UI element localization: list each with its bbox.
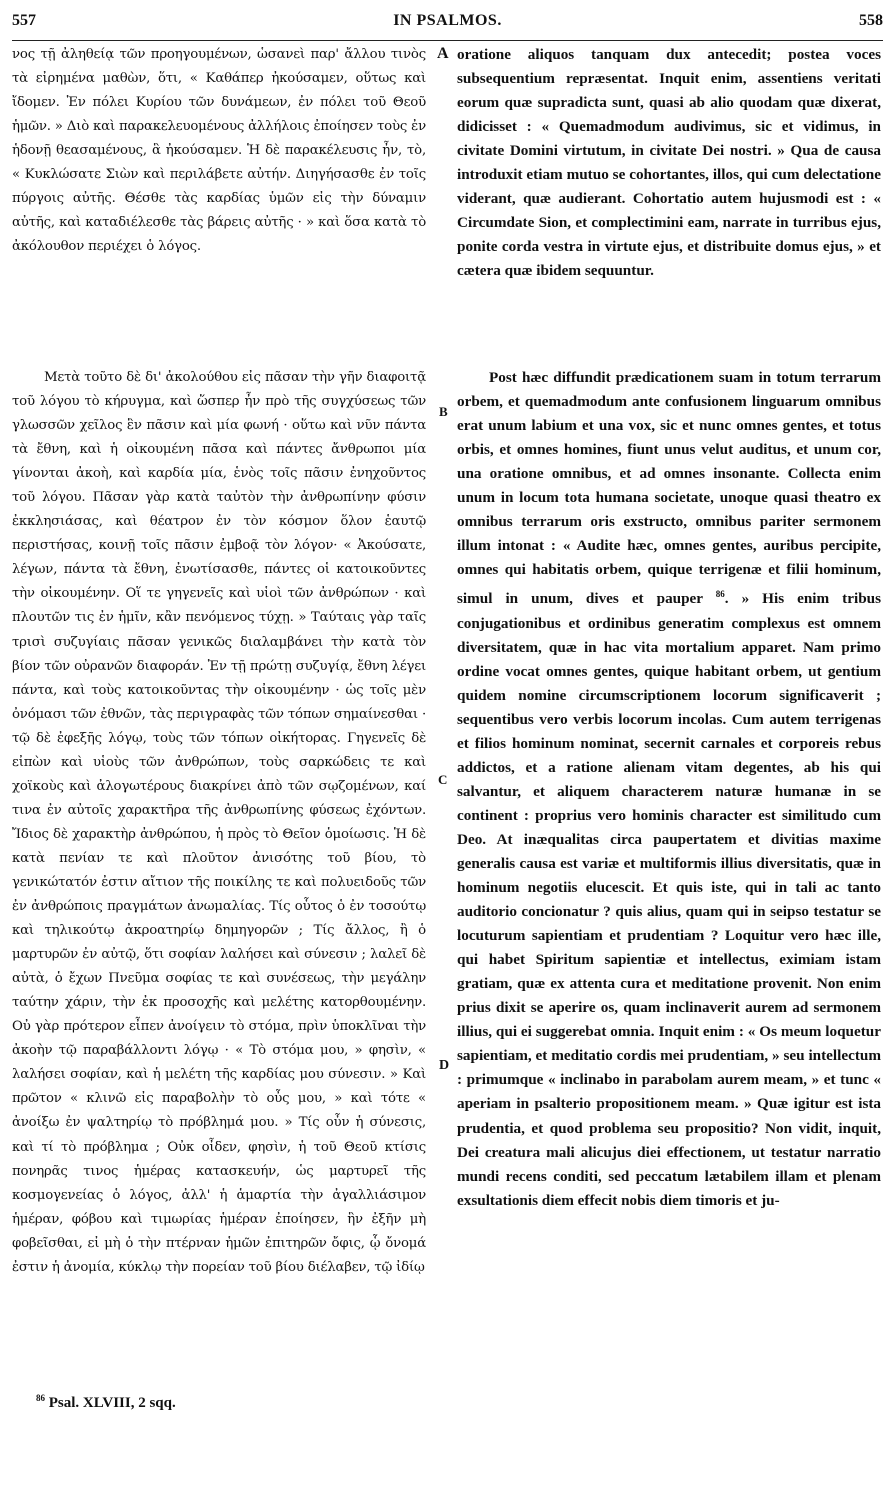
latin-text: . » His enim tribus conjugationibus et ordinibus generatim complexus est omnem diversitatem, quæ in hac vita mortalium apparet. Nam primo ordine vocat omnes gentes, quique habitant orbem, ut gentium quidem nomine circumscriptionem locorum significaverit ; sequentibus vero verbis locorum incolas. Cum autem terrigenas et filios hominum nominat, secernit carnales et corporeis rebus addictos, et a ratione alienam vitam degentes, ab his qui salvantur, et aliquem characterem naturæ humanæ in se continent : proprius vero hominis character est similitudo cum Deo. At inæqualitas circa paupertatem et divitias maxime generalis causa est variæ et multiformis illius diversitatis, quæ in hominum negotiis elucescit. Et quis iste, qui in tali ac tanto auditorio concionatur ? quis alius, quam qui in seipso testatur se locuturum sapientiam et prudentiam ? Loquitur vero hæc ille, qui habet Spiritum sapientiæ et intellectus, eximiam istam gratiam, quæ ex attenta cura et meditatione provenit. Non enim prius dixit se aperire os, quam inclinaverit aurem ad sermonem illius, qui ei suggerebat omnia. Inquit enim : « Os meum loquetur sapientiam, et meditatio cordis mei prudentiam, » seu intellectum : primumque « inclinabo in parabolam aurem meam, » et tunc « aperiam in psalterio propositionem meam. » Quæ igitur est ista prudentia, et quod problema seu propositio? Non vidit, inquit, Dei creatura mali alicujus diei effectionem, ut testatur narratio mundi recens conditi, sed peccatum lætabilem illam et plenam exsultationis diem effecit nobis diem timoris et ju- <box>457 590 882 1209</box>
footnote-text: Psal. XLVIII, 2 sqq. <box>45 1395 176 1411</box>
greek-paragraph: νος τῇ ἀληθείᾳ τῶν προηγουμένων, ὡσανεὶ παρ' ἄλλου τινὸς τὰ εἰρημένα μαθὼν, ὅτι, « Καθάπερ ἠκούσαμεν, οὕτως καὶ ἴδομεν. Ἐν πόλει Κυρίου τῶν δυνάμεων, ἐν πόλει τοῦ Θεοῦ ἡμῶν. » Διὸ καὶ παρακελευομένους ἀλλήλοις ἐποίησεν τοὺς ἐν ἡδονῇ θεασαμένους, ἃ ἠκούσαμεν. Ἡ δὲ παρακέλευσις ἦν, τὸ, « Κυκλώσατε Σιὼν καὶ περιλάβετε αὐτήν. Διηγήσασθε ἐν τοῖς πύργοις αὐτῆς. Θέσθε τὰς καρδίας ὑμῶν εἰς τὴν δύναμιν αὐτῆς, καὶ καταδιέλεσθε τὰς βάρεις αὐτῆς · » καὶ ὅσα κατὰ τὸ ἀκόλουθον περιέχει ὁ λόγος. <box>12 47 426 255</box>
margin-letter-c: C <box>438 772 448 787</box>
header-rule <box>12 40 883 41</box>
greek-paragraph: Μετὰ τοῦτο δὲ δι' ἀκολούθου εἰς πᾶσαν τὴν γῆν διαφοιτᾷ τοῦ λόγου τὸ κήρυγμα, καὶ ὥσπερ ἦν πρὸ τῆς συγχύσεως τῶν γλωσσῶν χεῖλος ἓν πᾶσιν καὶ μία φωνή · οὕτω καὶ νῦν πάντα τὰ ἔθνη, καὶ ἡ οἰκουμένη πᾶσα καὶ πάντες ἄνθρωποι μία γίνονται ἀκοὴ, καὶ καρδία μία, ἑνὸς τοῖς πᾶσιν ἐνηχοῦντος τοῦ λόγου. Πᾶσαν γὰρ κατὰ ταὐτὸν τὴν ἀνθρωπίνην φύσιν ἐκκλησιάσας, καὶ θέατρον ἐν τὸν κόσμον ὅλον ἑαυτῷ περιστήσας, κοινῇ τοῖς πᾶσιν ἐμβοᾷ τὸν λόγον· « Ἀκούσατε, λέγων, πάντα τὰ ἔθνη, ἐνωτίσασθε, πάντες οἱ κατοικοῦντες τὴν οἰκουμένην. Οἵ τε γηγενεῖς καὶ υἱοὶ τῶν ἀνθρώπων · καὶ πλουτῶν τις ἐν ἡμῖν, κἂν πενόμενος τύχῃ. » Ταύταις γὰρ ταῖς τρισὶ συζυγίαις πᾶσαν γενικῶς διαλαμβάνει τὴν κατὰ τὸν βίον τῶν οὐρανῶν διαφοράν. Ἐν τῇ πρώτῃ συζυγίᾳ, ἔθνη λέγει πάντα, καὶ τοὺς κατοικοῦντας τὴν οἰκουμένην · ὡς τοῖς μὲν ὀνόμασι τῶν ἐθνῶν, τὰς περιγραφὰς τῶν τόπων σημαίνεσθαι · τῷ δὲ ἐφεξῆς λόγῳ, τοὺς τῶν τόπων οἰκήτορας. Γηγενεῖς δὲ εἰπὼν καὶ υἱοὺς τῶν ἀνθρώπων, τοὺς σαρκώδεις τε καὶ χοϊκοὺς καὶ ἀλογωτέρους διακρίνει ἀπὸ τῶν σῳζομένων, καί τινα ἐν αὐτοῖς χαρακτῆρα τῆς ἀνθρωπίνης φύσεως ἐχόντων. Ἴδιος δὲ χαρακτὴρ ἀνθρώπου, ἡ πρὸς τὸ Θεῖον ὁμοίωσις. Ἡ δὲ κατὰ πενίαν τε καὶ πλοῦτον ἀνισότης τοῦ βίου, τὸ γενικώτατόν ἐστιν αἴτιον τῆς ποικίλης τε καὶ πολυειδοῦς τῶν ἐν ἀνθρώποις πραγμάτων ἀνωμαλίας. Τίς οὗτος ὁ ἐν τοσούτῳ καὶ τηλικούτῳ ἀκροατηρίῳ δημηγορῶν ; Τίς ἄλλος, ἢ ὁ μαρτυρῶν ἐν αὐτῷ, ὅτι σοφίαν λαλήσει καὶ σύνεσιν ; λαλεῖ δὲ αὐτὰ, ὁ ἔχων Πνεῦμα σοφίας τε καὶ συνέσεως, τὴν μεγάλην ταύτην χάριν, τὴν ἐκ προσοχῆς καὶ μελέτης κατορθουμένην. Οὐ γὰρ πρότερον εἶπεν ἀνοίγειν τὸ στόμα, πρὶν ὑποκλῖναι τὴν ἀκοὴν τῷ παραβάλλοντι λόγῳ · « Τὸ στόμα μου, » φησὶν, « λαλήσει σοφίαν, καὶ ἡ μελέτη τῆς καρδίας μου σύνεσιν. » Καὶ πρῶτον « κλινῶ εἰς παραβολὴν τὸ οὖς μου, » καὶ τότε « ἀνοίξω ἐν ψαλτηρίῳ τὸ πρόβλημά μου. » Τίς οὖν ἡ σύνεσις, καὶ τί τὸ πρόβλημα ; Οὐκ οἶδεν, φησὶν, ἡ τοῦ Θεοῦ κτίσις πονηρᾶς τινος ἡμέρας κατασκευήν, ὡς μαρτυρεῖ τῆς κοσμογενείας ὁ λόγος, ἀλλ' ἡ ἁμαρτία τὴν ἀγαλλιάσιμον ἡμέραν, φόβου καὶ τιμωρίας ἡμέραν ἐποίησεν, ἣν ἐξῆν μὴ φοβεῖσθαι, εἰ μὴ ὁ τὴν πτέρναν ἡμῶν ἐπιτηρῶν ὄφις, ᾧ ὄνομά ἐστιν ἡ ἀνομία, κύκλῳ τὴν πορείαν τοῦ βίου διέλαβεν, τῷ ἰδίῳ <box>12 370 426 1275</box>
latin-column-section-2 <box>457 366 881 1213</box>
footnote <box>36 1393 176 1412</box>
margin-letter-a: A <box>437 45 449 62</box>
margin-letter-b: B <box>439 404 448 419</box>
latin-paragraph: oratione aliquos tanquam dux antecedit; postea voces subsequentium repræsentat. Inquit enim, assentiens veritati eorum quæ supradicta sunt, quasi ab alio quodam quæ dixerat, didicisset : « Quemadmodum audivimus, sic et vidimus, in civitate Domini virtutum, in civitate Dei nostri. » Qua de causa introduxit etiam mutuo se cohortantes, illos, qui cum delectatione viderant, quæ audierant. Cohortatio autem hujusmodi est : « Circumdate Sion, et complectimini eam, narrate in turribus ejus, ponite corda vestra in virtute ejus, et distribuite domus ejus, » et cætera quæ ibidem sequuntur. <box>457 46 881 280</box>
margin-letter-d: D <box>439 1058 450 1073</box>
latin-text: Post hæc diffundit prædicationem suam in totum terrarum orbem, et quemadmodum ante confusionem linguarum omnibus erat unum labium et una vox, sic et nunc omnes gentes, et totus orbis, et omnes homines, fiunt unus velut auditus, et unum cor, una oratione omnibus, et ad omnes insonante. Collecta enim unum in locum tota humana societate, unoque quasi theatro ex omnibus terrarum oris exstructo, omnibus pariter sermonem illum intonat : « Audite hæc, omnes gentes, auribus percipite, omnes qui habitatis orbem, quique terrigenæ et filii hominum, simul in unum, dives et pauper <box>457 369 881 608</box>
latin-column-section-1 <box>457 43 881 283</box>
running-title: IN PSALMOS. <box>393 12 502 29</box>
footnote-number: 86 <box>36 1393 45 1403</box>
latin-paragraph <box>457 366 881 1213</box>
greek-column-section-1 <box>12 43 426 259</box>
footnote-reference: 86 <box>715 589 725 600</box>
greek-column-section-2 <box>12 366 426 1280</box>
page-number-left: 557 <box>12 12 36 29</box>
page-number-right: 558 <box>859 12 883 29</box>
